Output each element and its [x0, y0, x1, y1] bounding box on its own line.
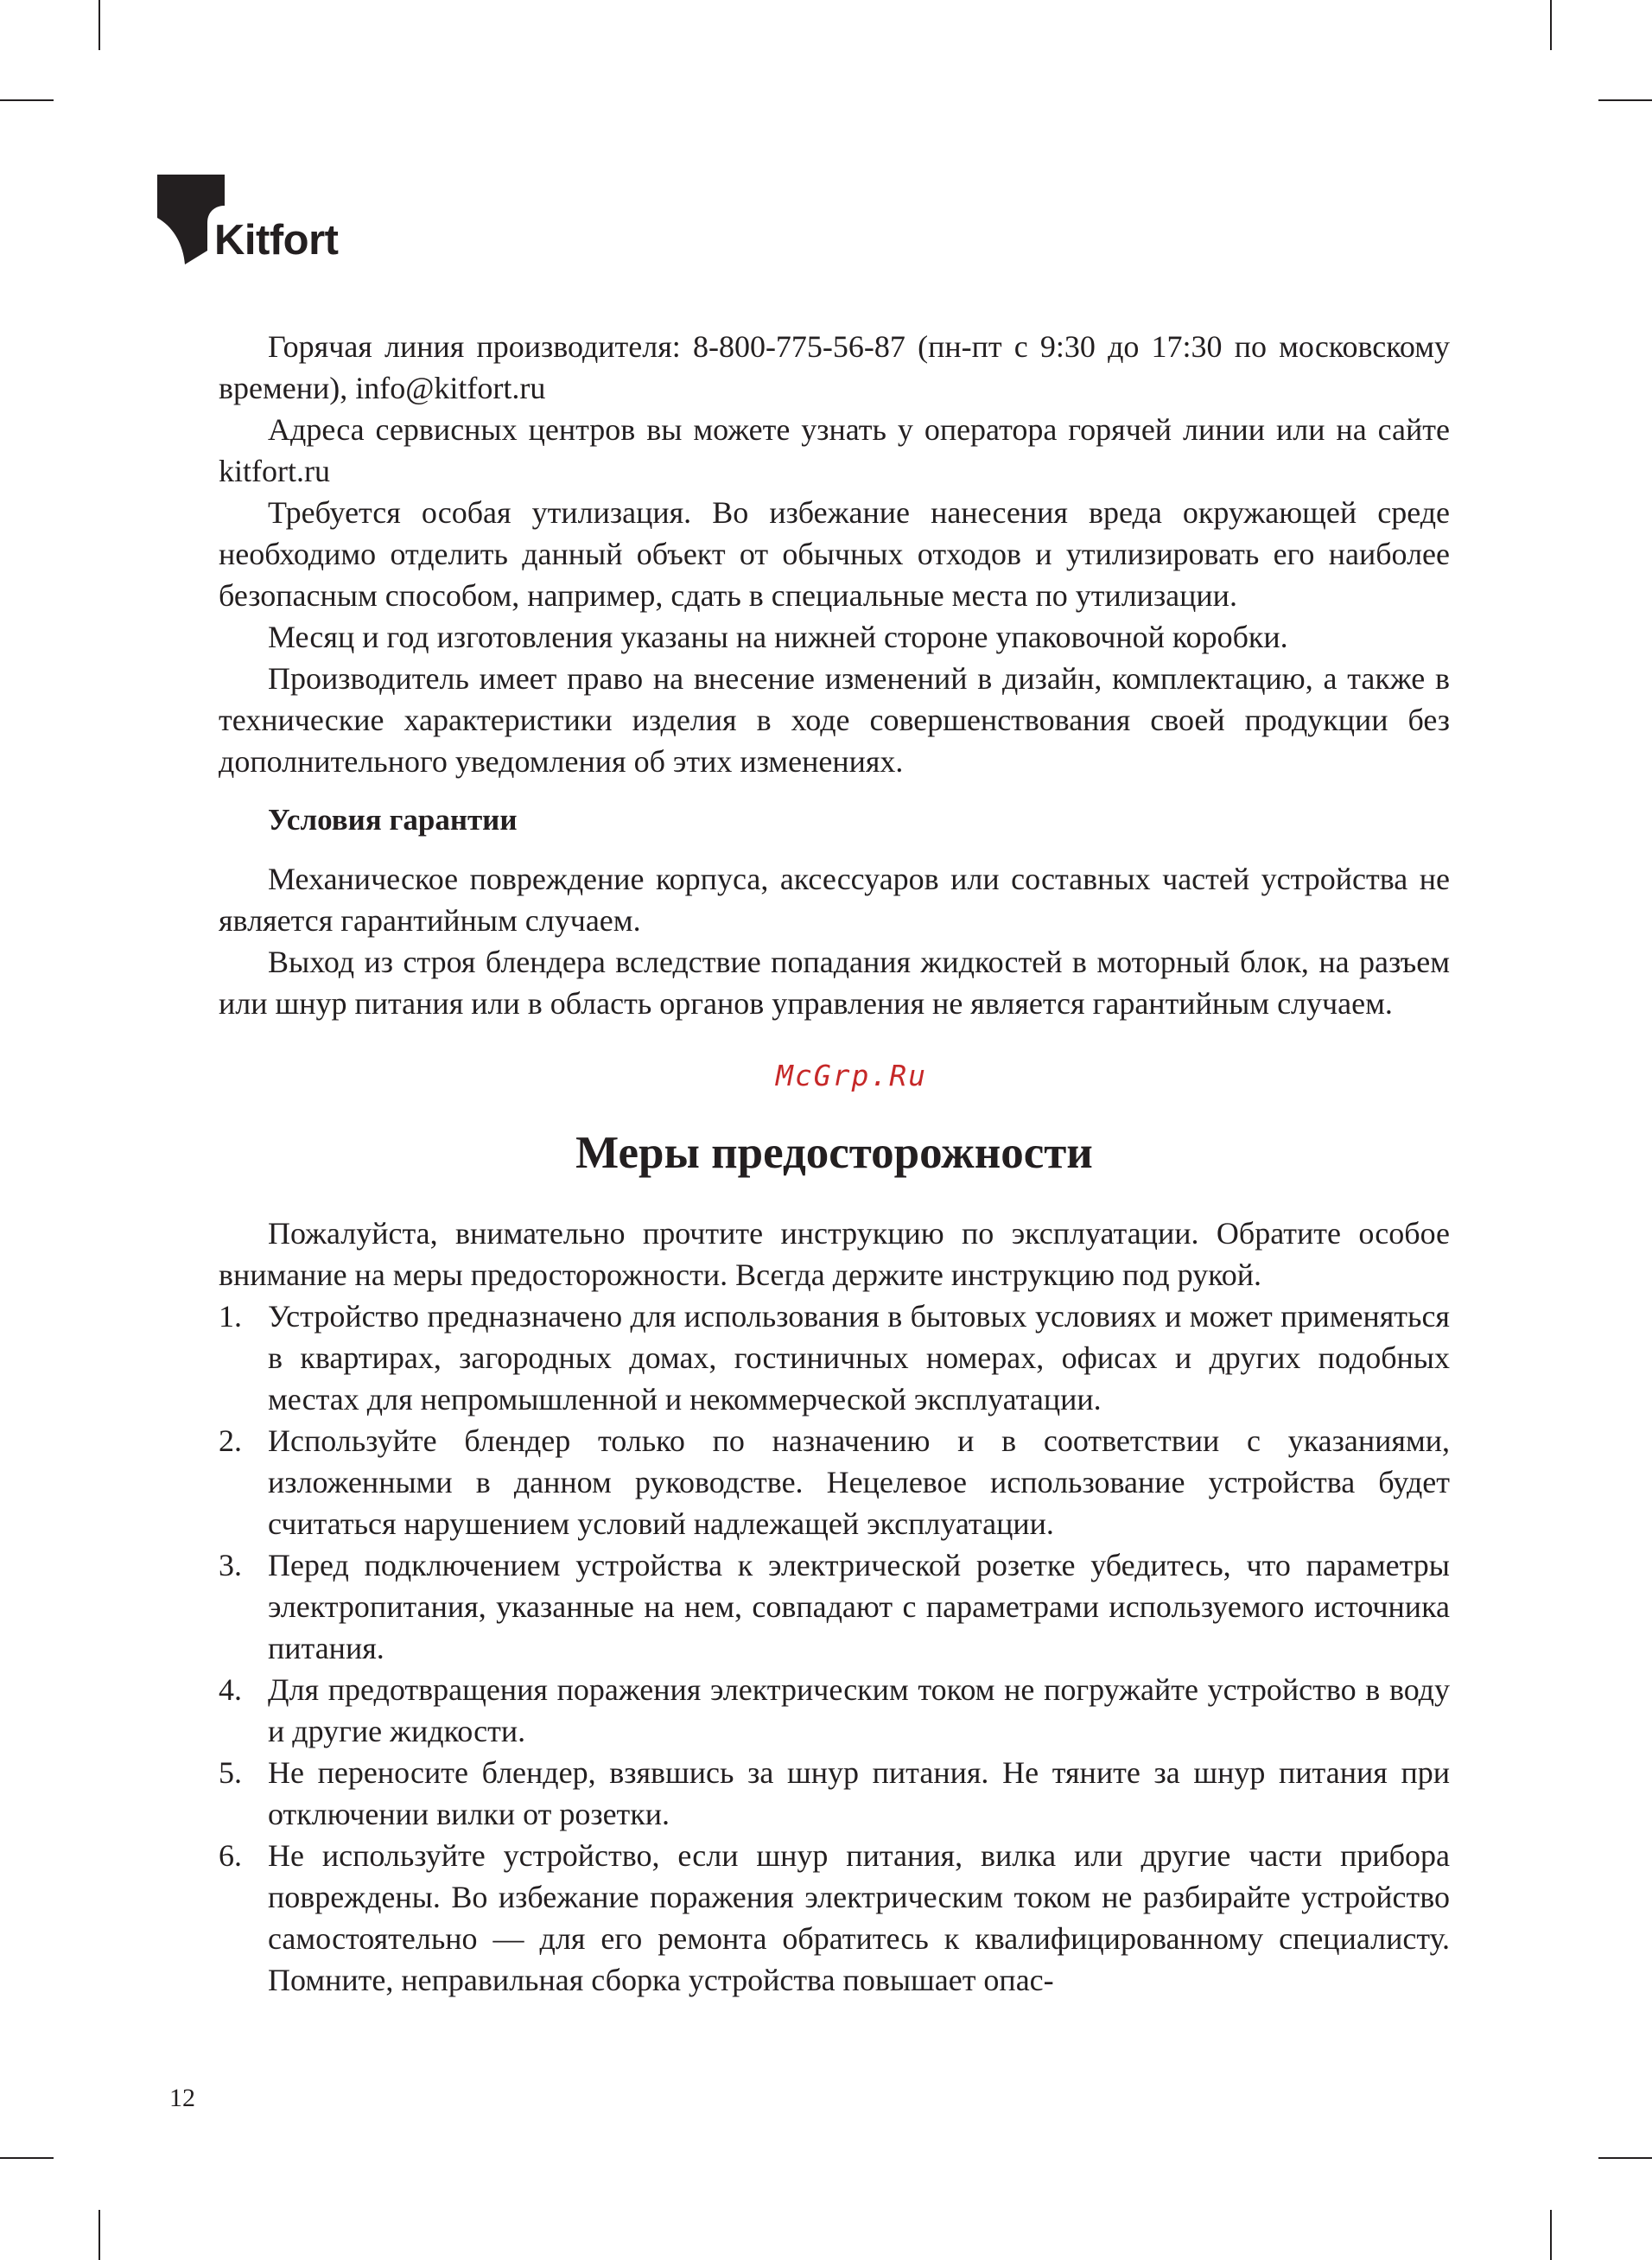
- brand-name: Kitfort: [214, 217, 339, 264]
- list-item-number: 5.: [219, 1755, 242, 1790]
- list-item-number: 2.: [219, 1423, 242, 1458]
- list-item: [219, 1835, 1450, 2001]
- list-item-text: Перед подключением устройства к электрической розетке убедитесь, что параметры электропитания, указанные на нем, совпадают с параметрами используемого источника питания.: [268, 1548, 1450, 1665]
- warranty-heading: Условия гарантии: [268, 803, 518, 837]
- list-item: [219, 1752, 1450, 1835]
- paragraph-manufacturer-rights: Производитель имеет право на внесение изменений в дизайн, комплектацию, а также в технические характеристики изделия в ходе совершенствования своей продукции без дополнительного уведомления об этих изменениях.: [219, 661, 1450, 779]
- crop-mark: [1550, 2210, 1552, 2260]
- list-item-number: 1.: [219, 1299, 242, 1334]
- list-item: [219, 1296, 1450, 1420]
- crop-mark: [1598, 99, 1652, 101]
- watermark: McGrp.Ru: [776, 1059, 927, 1092]
- page-content: [219, 326, 1450, 2001]
- precautions-list: [219, 1296, 1450, 2001]
- paragraph-warranty-mechanical: Механическое повреждение корпуса, аксессуаров или составных частей устройства не является гарантийным случаем.: [219, 862, 1450, 938]
- list-item: [219, 1669, 1450, 1752]
- paragraph-hotline: Горячая линия производителя: 8-800-775-56-87 (пн-пт с 9:30 до 17:30 по московскому времени), info@kitfort.ru: [219, 329, 1450, 405]
- crop-mark: [1550, 0, 1552, 50]
- list-item-text: Для предотвращения поражения электрическим током не погружайте устройство в воду и другие жидкости.: [268, 1672, 1450, 1748]
- list-item: [219, 1544, 1450, 1669]
- paragraph-manufacture-date: Месяц и год изготовления указаны на нижней стороне упаковочной коробки.: [268, 620, 1288, 654]
- list-item-text: Не переносите блендер, взявшись за шнур питания. Не тяните за шнур питания при отключении вилки от розетки.: [268, 1755, 1450, 1831]
- crop-mark: [0, 2157, 54, 2159]
- paragraph-precautions-intro: Пожалуйста, внимательно прочтите инструкцию по эксплуатации. Обратите особое внимание на меры предосторожности. Всегда держите инструкцию под рукой.: [219, 1216, 1450, 1292]
- paragraph-warranty-liquid: Выход из строя блендера вследствие попадания жидкостей в моторный блок, на разъем или шнур питания или в область органов управления не является гарантийным случаем.: [219, 945, 1450, 1021]
- paragraph-service-centers: Адреса сервисных центров вы можете узнать у оператора горячей линии или на сайте kitfort.ru: [219, 412, 1450, 488]
- list-item-text: Используйте блендер только по назначению и в соответствии с указаниями, изложенными в данном руководстве. Нецелевое использование устройства будет считаться нарушением условий надлежащей эксплуатации.: [268, 1423, 1450, 1541]
- page-number: 12: [169, 2084, 195, 2112]
- list-item-text: Не используйте устройство, если шнур питания, вилка или другие части прибора повреждены. Во избежание поражения электрическим током не разбирайте устройство самостоятельно — для его ремонта обратитесь к квалифицированному специалисту. Помните, неправильная сборка устройства повышает опас-: [268, 1838, 1450, 1997]
- list-item-number: 3.: [219, 1548, 242, 1582]
- crop-mark: [98, 2210, 100, 2260]
- list-item: [219, 1420, 1450, 1544]
- crop-mark: [0, 99, 54, 101]
- section-title: Меры предосторожности: [575, 1128, 1093, 1178]
- list-item-number: 4.: [219, 1672, 242, 1707]
- list-item-number: 6.: [219, 1838, 242, 1873]
- list-item-text: Устройство предназначено для использования в бытовых условиях и может применяться в квартирах, загородных домах, гостиничных номерах, офисах и других подобных местах для непромышленной и некоммерческой эксплуатации.: [268, 1299, 1450, 1416]
- crop-mark: [98, 0, 100, 50]
- paragraph-disposal: Требуется особая утилизация. Во избежание нанесения вреда окружающей среде необходимо отделить данный объект от обычных отходов и утилизировать его наиболее безопасным способом, например, сдать в специальные места по утилизации.: [219, 495, 1450, 613]
- crop-mark: [1598, 2157, 1652, 2159]
